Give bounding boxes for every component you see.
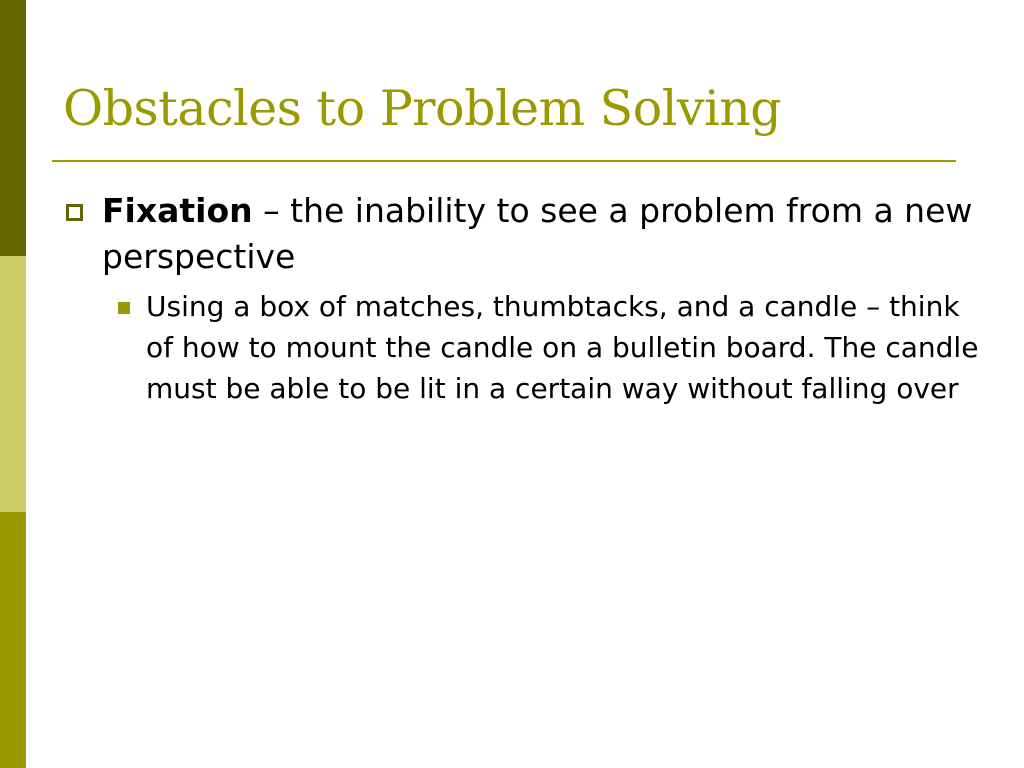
- title-underline: [52, 160, 956, 162]
- side-bar-olive: [0, 512, 26, 768]
- slide-body: [60, 188, 980, 409]
- sub-bullet-item: [60, 286, 980, 409]
- bullet-term: Fixation: [102, 191, 253, 230]
- side-bar-dark-olive: [0, 0, 26, 256]
- sub-bullet-text: Using a box of matches, thumbtacks, and a candle – think of how to mount the candle on a bulletin board. The candle must be able to be lit in a certain way without falling over: [146, 290, 979, 405]
- slide-title: Obstacles to Problem Solving: [63, 80, 782, 137]
- filled-square-bullet-icon: [118, 302, 130, 314]
- bullet-text: – the inability to see a problem from a new perspective: [102, 191, 973, 276]
- side-bar-light-olive: [0, 256, 26, 512]
- hollow-square-bullet-icon: [66, 204, 83, 221]
- bullet-item: [60, 188, 980, 280]
